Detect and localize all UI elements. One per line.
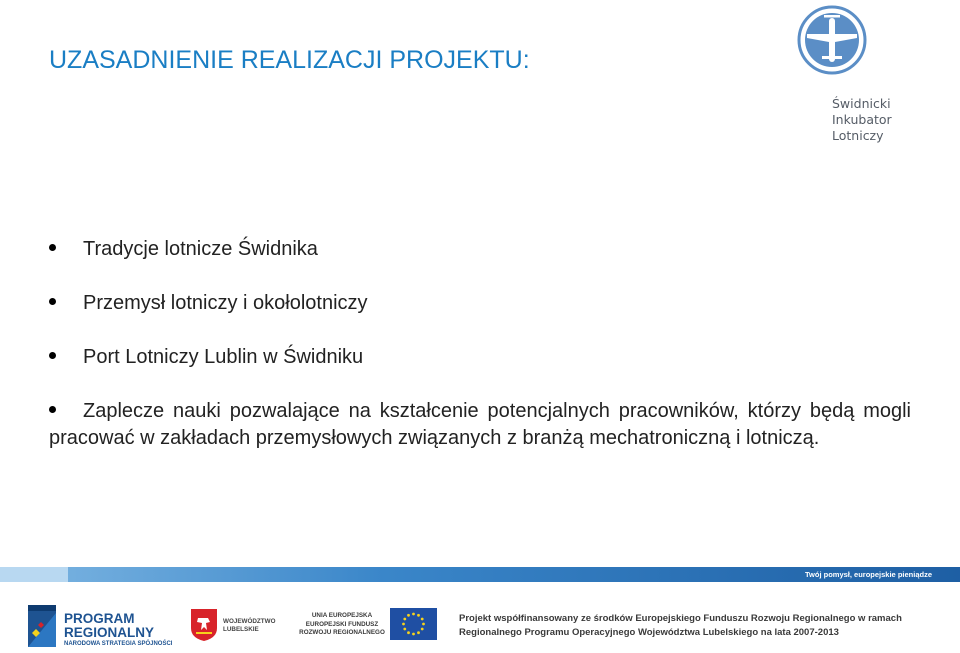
bullet-dot-icon xyxy=(49,352,56,359)
bullet-item-4 xyxy=(49,398,911,451)
wojewodztwo-text xyxy=(223,618,275,634)
footer-band-accent xyxy=(0,567,68,582)
program-regionalny-text xyxy=(64,612,172,649)
bullet-item-2 xyxy=(49,290,368,316)
bullet-item-3 xyxy=(49,344,363,370)
bullet-text: Zaplecze nauki pozwalające na kształcenie potencjalnych pracowników, którzy będą mogli pracować w zakładach przemysłowych związanych z branżą mechatroniczną i lotniczą. xyxy=(49,400,911,449)
ue-text xyxy=(298,612,386,638)
project-line-2: Regionalnego Programu Operacyjnego Województwa Lubelskiego na lata 2007-2013 xyxy=(459,627,839,638)
bullet-text: Tradycje lotnicze Świdnika xyxy=(83,238,318,260)
eu-flag-icon xyxy=(390,608,437,640)
pr-line-3: NARODOWA STRATEGIA SPÓJNOŚCI xyxy=(64,641,173,647)
brand-name-line-1: Świdnicki xyxy=(832,96,891,111)
bullet-text: Przemysł lotniczy i okołolotniczy xyxy=(83,292,368,314)
brand-name xyxy=(832,96,892,144)
woj-line-2: LUBELSKIE xyxy=(223,626,259,633)
bullet-dot-icon xyxy=(49,406,56,413)
ue-line-1: UNIA EUROPEJSKA xyxy=(311,612,373,619)
wojewodztwo-crest-icon xyxy=(190,608,218,642)
slide-title: UZASADNIENIE REALIZACJI PROJEKTU: xyxy=(49,46,530,74)
woj-line-1: WOJEWÓDZTWO xyxy=(223,618,276,625)
bullet-dot-icon xyxy=(49,244,56,251)
ue-line-2: EUROPEJSKI FUNDUSZ xyxy=(305,620,379,628)
ue-line-3: ROZWOJU REGIONALNEGO xyxy=(299,629,385,636)
brand-name-line-2: Inkubator xyxy=(832,112,892,127)
pr-line-1: PROGRAM xyxy=(64,611,135,626)
pr-line-2: REGIONALNY xyxy=(64,625,155,640)
bullet-dot-icon xyxy=(49,298,56,305)
bullet-text: Port Lotniczy Lublin w Świdniku xyxy=(83,346,364,368)
project-line-1: Projekt współfinansowany ze środków Europejskiego Funduszu Rozwoju Regionalnego w ramach xyxy=(459,613,902,624)
bullet-item-1 xyxy=(49,236,318,262)
project-cofinancing-text xyxy=(459,612,902,640)
program-regionalny-logo-icon xyxy=(26,603,58,649)
footer-slogan: Twój pomysł, europejskie pieniądze xyxy=(805,570,932,579)
brand-name-line-3: Lotniczy xyxy=(832,128,884,143)
